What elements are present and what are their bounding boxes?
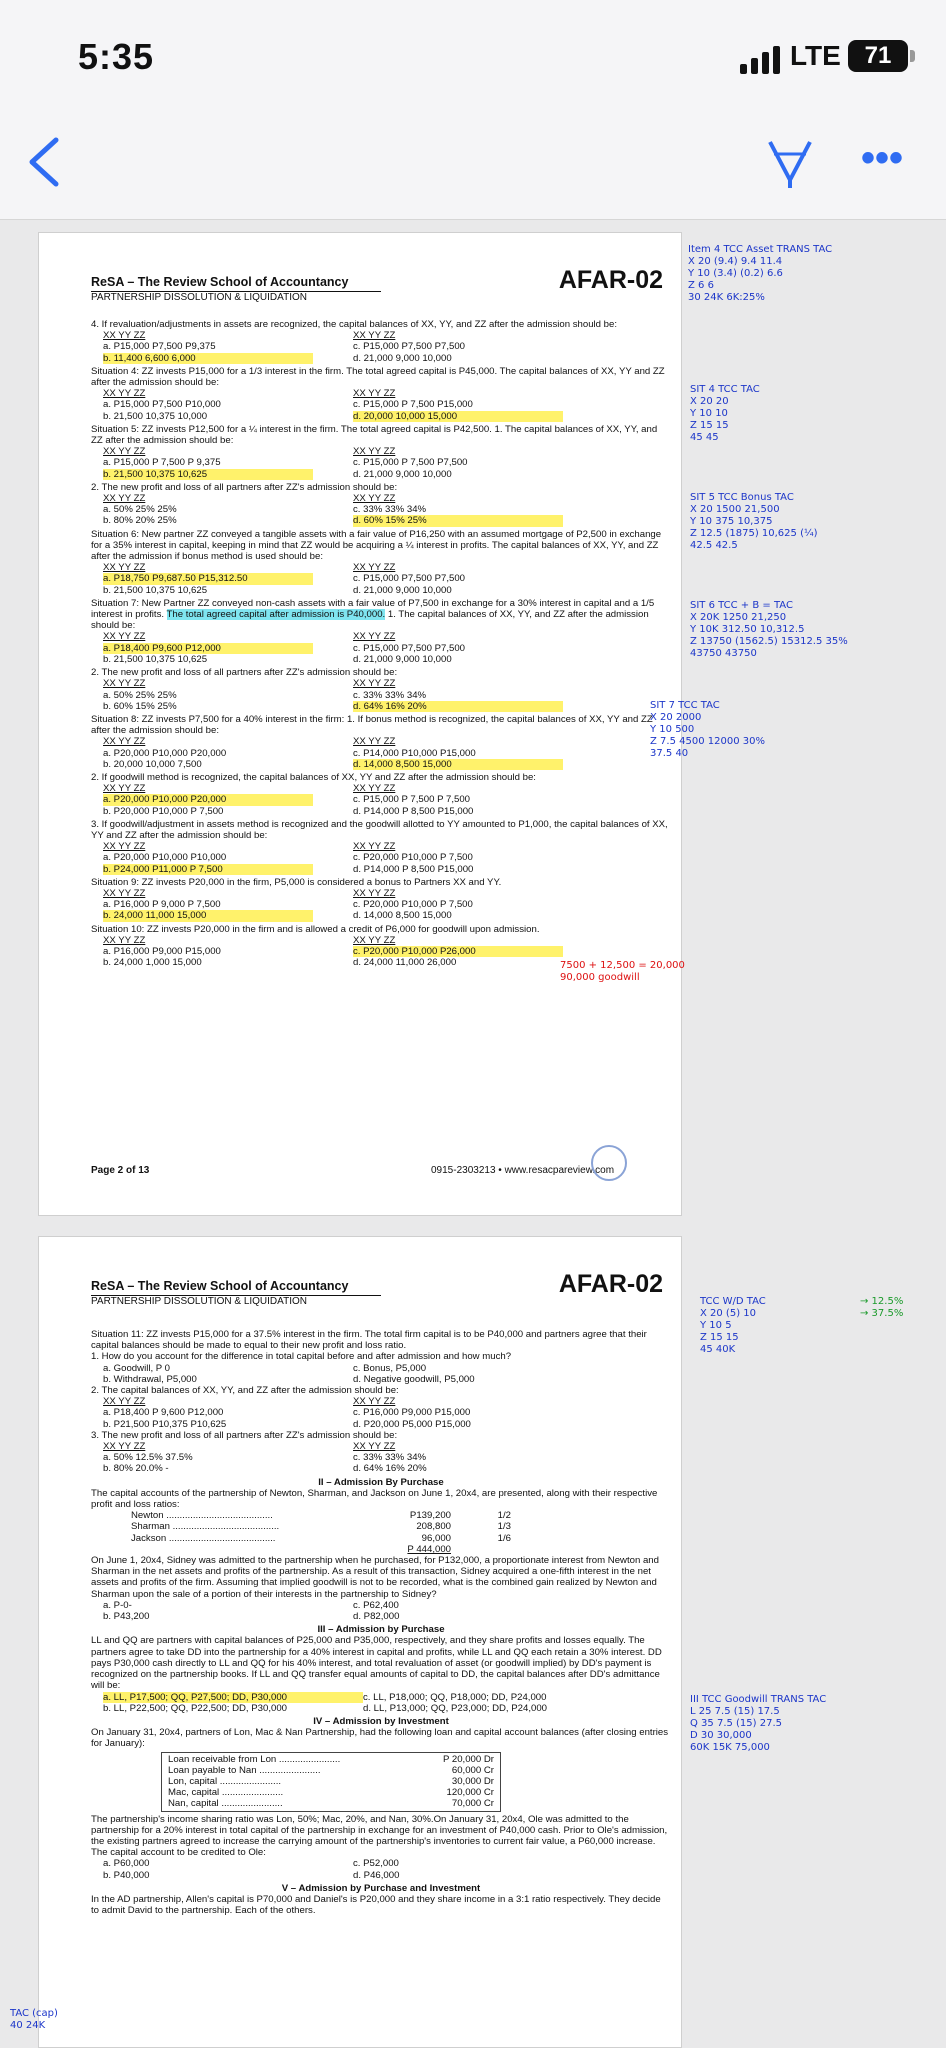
answer-option: a. P18,400 P9,600 P12,000	[103, 643, 313, 654]
ledger-row	[168, 1754, 494, 1765]
status-time: 5:35	[78, 36, 155, 77]
answer-option: c. P52,000	[353, 1858, 399, 1870]
situation-11-q2: 2. The capital balances of XX, YY, and ZZ after the admission should be:	[91, 1385, 399, 1397]
answer-option: d. P20,000 P5,000 P15,000	[353, 1418, 471, 1430]
note-line: SIT 5 TCC Bonus TAC	[690, 492, 794, 503]
signal-icon	[740, 46, 784, 74]
profit-ratio: 1/3	[497, 1521, 511, 1533]
capital-amount: 208,800	[416, 1521, 451, 1533]
question-text: 3. If goodwill/adjustment in assets method is recognized and the goodwill allotted to YY amounted to P1,000, the capital balances of XX, YY and ZZ after the admission should be:	[91, 818, 668, 841]
question-block	[91, 424, 671, 480]
note-red-goodwill	[560, 960, 685, 984]
ledger-row	[168, 1776, 494, 1787]
question-block	[91, 714, 671, 770]
page1-subtitle: PARTNERSHIP DISSOLUTION & LIQUIDATION	[91, 292, 307, 303]
note-line: Z 13750 (1562.5) 15312.5 35%	[690, 636, 848, 647]
answer-option: c. P14,000 P10,000 P15,000	[353, 747, 476, 759]
note-line: L 25 7.5 (15) 17.5	[690, 1706, 780, 1717]
answer-option: b. Withdrawal, P5,000	[103, 1373, 197, 1385]
question-text: Situation 4: ZZ invests P15,000 for a 1/3 interest in the firm. The total agreed capital is P45,000. The capital balances of XX, YY and ZZ after the admission should be:	[91, 365, 665, 389]
answer-option: d. 60% 15% 25%	[353, 515, 563, 526]
answer-options	[91, 888, 671, 922]
column-header: XX YY ZZ	[103, 934, 146, 946]
section-4-text: The partnership's income sharing ratio was Lon, 50%; Mac, 20%, and Nan, 30%.On January 31, 20x4, Ole was admitted to the partnership for a 20% interest in total capital of the partnership in exchange for an investment of P40,000 cash. Prior to Ole's admission, the existing partners agreed to increase the carrying amount of the partnership's inventories to current fair value, a P60,000 increase. The capital account to be credited to Ole:	[91, 1813, 668, 1859]
status-bar	[0, 0, 946, 110]
column-header: XX YY ZZ	[103, 493, 146, 505]
question-text: Situation 7: New Partner ZZ conveyed non-cash assets with a fair value of P7,500 in exchange for a 30% interest in capital and a 1/5 interest in profits. The total agreed capital after admission is P40,000. 1. The capital balances of XX, YY, and ZZ after the admission should be:	[91, 597, 655, 632]
column-header: XX YY ZZ	[103, 678, 146, 690]
network-label: LTE	[790, 40, 841, 71]
answer-option: b. 21,500 10,375 10,625	[103, 584, 208, 596]
answer-option: d. P14,000 P 8,500 P15,000	[353, 863, 474, 875]
question-block	[91, 319, 671, 364]
answer-option: c. P15,000 P7,500 P7,500	[353, 341, 466, 353]
chevron-left-icon	[20, 132, 70, 192]
answer-option: d. LL, P13,000; QQ, P23,000; DD, P24,000	[363, 1702, 548, 1714]
note-line: Y 10 5	[700, 1320, 732, 1331]
capital-amount: 96,000	[421, 1532, 451, 1544]
note-line: TCC W/D TAC	[700, 1296, 766, 1307]
note-green-ratios	[860, 1296, 903, 1320]
document-page-2	[38, 1236, 682, 2048]
note-line: X 20 2000	[650, 712, 702, 723]
answer-option: c. P15,000 P7,500 P7,500	[353, 573, 466, 585]
answer-option: d. 14,000 8,500 15,000	[353, 910, 452, 922]
battery-tip	[910, 50, 915, 62]
answer-option: d. P14,000 P 8,500 P15,000	[353, 805, 474, 817]
question-text: Situation 6: New partner ZZ conveyed a tangible assets with a fair value of P16,250 with an assumed mortgage of P2,500 in exchange for a 35% interest in capital, keeping in mind that ZZ would be acquiring a ¼ interest in profits. The capital balances of XX, YY, and ZZ after the admission if bonus method is used should be:	[91, 528, 662, 563]
page2-subtitle: PARTNERSHIP DISSOLUTION & LIQUIDATION	[91, 1296, 307, 1307]
answer-options	[91, 446, 671, 480]
partner-name: Newton ........................................	[131, 1510, 273, 1522]
answer-option: b. P21,500 P10,375 P10,625	[103, 1418, 227, 1430]
answer-options	[91, 388, 671, 422]
page2-code: AFAR-02	[558, 1270, 663, 1298]
section-3-title: III – Admission by Purchase	[317, 1624, 445, 1636]
question-text: Situation 10: ZZ invests P20,000 in the firm and is allowed a credit of P6,000 for goodwill upon admission.	[91, 923, 540, 935]
resa-seal-logo	[591, 1145, 627, 1181]
answer-option: b. 60% 15% 25%	[103, 700, 177, 712]
note-line: SIT 4 TCC TAC	[690, 384, 760, 395]
note-sit4	[690, 384, 760, 444]
ledger-balance: 30,000 Dr	[451, 1775, 494, 1787]
situation-11-text: Situation 11: ZZ invests P15,000 for a 37.5% interest in the firm. The total firm capital is to be P40,000 and partners agree that their capital balances should be made to equal to their new profit and loss ratio.	[91, 1329, 647, 1352]
answer-option: a. P60,000	[103, 1858, 150, 1870]
question-block	[91, 667, 671, 712]
page1-footer	[91, 1165, 671, 1176]
column-header: XX YY ZZ	[103, 1396, 146, 1408]
column-header: XX YY ZZ	[353, 1441, 396, 1453]
answer-option: d. 64% 16% 20%	[353, 701, 563, 712]
markup-button[interactable]	[760, 132, 820, 192]
situation-11-q1-options	[91, 1363, 671, 1385]
note-line: 43750 43750	[690, 648, 757, 659]
note-line: Y 10 10	[690, 408, 728, 419]
answer-option: d. Negative goodwill, P5,000	[353, 1373, 475, 1385]
ledger-balance: 120,000 Cr	[446, 1787, 494, 1799]
answer-option: a. P20,000 P10,000 P20,000	[103, 794, 313, 805]
ledger-balance: P 20,000 Dr	[442, 1753, 494, 1765]
question-block	[91, 529, 671, 596]
question-block	[91, 819, 671, 875]
note-line: → 37.5%	[860, 1308, 904, 1319]
column-header: XX YY ZZ	[353, 736, 396, 748]
capital-total-row	[131, 1544, 511, 1555]
situation-11-q2-options	[91, 1396, 671, 1430]
note-sit7	[650, 700, 765, 760]
answer-options	[91, 736, 671, 770]
ledger-row	[168, 1787, 494, 1798]
column-header: XX YY ZZ	[103, 841, 146, 853]
answer-option: a. P15,000 P7,500 P9,375	[103, 341, 216, 353]
answer-option: a. P20,000 P10,000 P20,000	[103, 747, 227, 759]
column-header: XX YY ZZ	[103, 388, 146, 400]
section-4-options	[91, 1858, 671, 1880]
profit-ratio: 1/6	[497, 1532, 511, 1544]
answer-option: b. 21,500 10,375 10,000	[103, 410, 208, 422]
column-header: XX YY ZZ	[353, 562, 396, 574]
bottom-redaction	[0, 2028, 946, 2048]
highlighted-text: The total agreed capital after admission is P40,000.	[166, 609, 386, 621]
note-line: Z 15 15	[690, 420, 729, 431]
answer-option: c. 33% 33% 34%	[353, 1452, 427, 1464]
note-line: X 20 (5) 10	[700, 1308, 757, 1319]
answer-options	[91, 562, 671, 596]
note-line: 7500 + 12,500 = 20,000	[560, 960, 685, 971]
answer-option: c. P62,400	[353, 1599, 399, 1611]
answer-option: b. LL, P22,500; QQ, P22,500; DD, P30,000	[103, 1702, 288, 1714]
ledger-balance: 60,000 Cr	[451, 1764, 494, 1776]
answer-options	[91, 783, 671, 817]
note-line: Y 10K 312.50 10,312.5	[690, 624, 805, 635]
question-block	[91, 482, 671, 527]
answer-option: b. 80% 20.0% -	[103, 1463, 169, 1475]
ledger-row	[168, 1798, 494, 1809]
note-line: TAC (cap)	[10, 2008, 58, 2019]
answer-option: a. LL, P17,500; QQ, P27,500; DD, P30,000	[103, 1692, 363, 1703]
answer-option: b. P43,200	[103, 1611, 150, 1623]
answer-option: a. P-0-	[103, 1599, 132, 1611]
note-line: 40 24K	[10, 2020, 46, 2031]
note-sit6	[690, 600, 848, 660]
page1-header	[91, 266, 671, 317]
column-header: XX YY ZZ	[353, 493, 396, 505]
answer-option: c. P15,000 P7,500 P7,500	[353, 642, 466, 654]
section-2-intro: The capital accounts of the partnership of Newton, Sharman, and Jackson on June 1, 20x4, are presented, along with their respective profit and loss ratios:	[91, 1487, 658, 1511]
note-line: X 20 (9.4) 9.4 11.4	[688, 256, 783, 267]
capital-row	[131, 1521, 511, 1532]
answer-option: d. 14,000 8,500 15,000	[353, 759, 563, 770]
answer-option: d. P82,000	[353, 1611, 400, 1623]
answer-option: b. P20,000 P10,000 P 7,500	[103, 805, 224, 817]
section-3-text: LL and QQ are partners with capital balances of P25,000 and P35,000, respectively, and they share profits and losses equally. The partners agree to take DD into the partnership for a 40% interest in capital and profits, while LL and QQ each retain a 30% interest. DD pays P30,000 cash directly to LL and QQ for his 40% interest, and total revaluation of asset (or goodwill implied) by DD's payment is recognized on the partnership books. If LL and QQ transfer equal amounts of capital to DD, the capital balances after DD's admittance will be:	[91, 1635, 662, 1692]
note-line: X 20K 1250 21,250	[690, 612, 787, 623]
page2-brand: ReSA – The Review School of Accountancy	[91, 1279, 349, 1293]
column-header: XX YY ZZ	[103, 330, 146, 342]
page1-brand: ReSA – The Review School of Accountancy	[91, 275, 349, 289]
section-2-text: On June 1, 20x4, Sidney was admitted to the partnership when he purchased, for P132,000, a proportionate interest from Newton and Sharman in the net assets and profits of the partnership. As a result of this transaction, Sidney acquired a one-fifth interest in the net assets and profits of the firm. Assuming that implied goodwill is not to be recorded, what is the combined gain realized by Newton and Sharman upon the sale of a portion of their interests in the partnership to Sidney?	[91, 1555, 659, 1600]
column-header: XX YY ZZ	[353, 330, 396, 342]
note-line: Q 35 7.5 (15) 27.5	[690, 1718, 783, 1729]
ledger-account: Nan, capital .......................	[168, 1798, 283, 1810]
question-text: 2. The new profit and loss of all partners after ZZ's admission should be:	[91, 667, 398, 679]
note-line: III TCC Goodwill TRANS TAC	[690, 1694, 827, 1705]
answer-options	[91, 493, 671, 527]
note-line: → 12.5%	[860, 1296, 904, 1307]
answer-option: b. P40,000	[103, 1869, 150, 1881]
answer-option: d. P46,000	[353, 1869, 400, 1881]
answer-option: c. 33% 33% 34%	[353, 504, 427, 516]
back-button[interactable]	[20, 132, 70, 192]
answer-option: c. 33% 33% 34%	[353, 689, 427, 701]
page2-header	[91, 1270, 671, 1327]
answer-option: c. P15,000 P 7,500 P15,000	[353, 399, 473, 411]
answer-option: a. Goodwill, P 0	[103, 1362, 171, 1374]
answer-option: b. 11,400 6,600 6,000	[103, 353, 313, 364]
document-page-1	[38, 232, 682, 1216]
capital-amount: P139,200	[409, 1510, 451, 1522]
question-text: 2. The new profit and loss of all partners after ZZ's admission should be:	[91, 481, 398, 493]
capital-accounts-table	[91, 1510, 671, 1544]
answer-options	[91, 841, 671, 875]
page-label: Page 2 of 13	[91, 1165, 150, 1176]
column-header: XX YY ZZ	[103, 736, 146, 748]
note-line: D 30 30,000	[690, 1730, 752, 1741]
note-line: SIT 7 TCC TAC	[650, 700, 720, 711]
note-line: Z 15 15	[700, 1332, 739, 1343]
answer-option: d. 21,000 9,000 10,000	[353, 584, 452, 596]
column-header: XX YY ZZ	[103, 562, 146, 574]
answer-option: b. 80% 20% 25%	[103, 515, 177, 527]
column-header: XX YY ZZ	[103, 783, 146, 795]
answer-option: d. 21,000 9,000 10,000	[353, 352, 452, 364]
page1-questions	[91, 319, 671, 968]
note-line: 45 45	[690, 432, 719, 443]
answer-option: a. 50% 12.5% 37.5%	[103, 1452, 193, 1464]
note-section-3	[690, 1694, 826, 1754]
situation-11-q3-options	[91, 1441, 671, 1475]
column-header: XX YY ZZ	[353, 1396, 396, 1408]
note-sit11	[700, 1296, 766, 1356]
answer-option: a. P20,000 P10,000 P10,000	[103, 852, 227, 864]
note-line: X 20 1500 21,500	[690, 504, 780, 515]
note-item4	[688, 244, 832, 304]
answer-option: a. P16,000 P 9,000 P 7,500	[103, 899, 221, 911]
note-line: Z 12.5 (1875) 10,625 (¼)	[690, 528, 818, 539]
answer-option: d. 21,000 9,000 10,000	[353, 653, 452, 665]
section-5-text: In the AD partnership, Allen's capital is P70,000 and Daniel's is P20,000 and they share income in a 3:1 ratio respectively. They decide to admit David to the partnership. Each of the others.	[91, 1893, 661, 1917]
situation-11	[91, 1329, 671, 1475]
answer-option: a. P18,750 P9,687.50 P15,312.50	[103, 573, 313, 584]
note-line: 45 40K	[700, 1344, 736, 1355]
column-header: XX YY ZZ	[103, 631, 146, 643]
column-header: XX YY ZZ	[353, 934, 396, 946]
ledger-account: Loan payable to Nan .......................	[168, 1764, 321, 1776]
answer-option: c. P15,000 P 7,500 P 7,500	[353, 794, 470, 806]
answer-option: b. 21,500 10,375 10,625	[103, 653, 208, 665]
ledger-row	[168, 1765, 494, 1776]
capital-row	[131, 1533, 511, 1544]
more-button[interactable]: •••	[860, 136, 903, 180]
question-block	[91, 598, 671, 665]
answer-option: c. P20,000 P10,000 P 7,500	[353, 899, 473, 911]
column-header: XX YY ZZ	[103, 1441, 146, 1453]
section-5-title: V – Admission by Purchase and Investment	[281, 1882, 481, 1894]
column-header: XX YY ZZ	[353, 446, 396, 458]
profit-ratio: 1/2	[497, 1510, 511, 1522]
column-header: XX YY ZZ	[353, 631, 396, 643]
ledger-account: Lon, capital .......................	[168, 1775, 282, 1787]
ledger-account: Mac, capital .......................	[168, 1787, 284, 1799]
partner-name: Jackson ........................................	[131, 1532, 276, 1544]
note-line: Y 10 500	[650, 724, 695, 735]
column-header: XX YY ZZ	[353, 678, 396, 690]
answer-option: a. P15,000 P 7,500 P 9,375	[103, 457, 221, 469]
answer-option: c. P16,000 P9,000 P15,000	[353, 1407, 471, 1419]
answer-option: c. LL, P18,000; QQ, P18,000; DD, P24,000	[363, 1691, 547, 1703]
note-line: 60K 15K 75,000	[690, 1742, 770, 1753]
answer-option: b. 24,000 11,000 15,000	[103, 910, 313, 921]
section-2-options	[91, 1600, 671, 1622]
capital-total: P 444,000	[407, 1543, 451, 1555]
column-header: XX YY ZZ	[353, 388, 396, 400]
column-header: XX YY ZZ	[353, 841, 396, 853]
answer-option: a. P18,400 P 9,600 P12,000	[103, 1407, 224, 1419]
section-2-title: II – Admission By Purchase	[318, 1476, 444, 1488]
battery-icon: 71	[848, 40, 908, 72]
question-text: Situation 5: ZZ invests P12,500 for a ¼ interest in the firm. The total agreed capital is P42,500. 1. The capital balances of XX, YY, and ZZ after the admission should be:	[91, 423, 658, 447]
page1-content	[91, 266, 671, 969]
column-header: XX YY ZZ	[103, 446, 146, 458]
note-line: Item 4 TCC Asset TRANS TAC	[688, 244, 833, 255]
answer-option: d. 24,000 11,000 26,000	[353, 957, 457, 969]
section-4-intro: On January 31, 20x4, partners of Lon, Mac & Nan Partnership, had the following loan and capital account balances (after closing entries for January):	[91, 1727, 669, 1750]
section-3-options	[91, 1692, 671, 1714]
note-line: Z 6 6	[688, 280, 714, 291]
question-text: 4. If revaluation/adjustments in assets are recognized, the capital balances of XX, YY, and ZZ after the admission should be:	[91, 319, 618, 330]
ledger-box	[161, 1752, 501, 1812]
question-text: Situation 8: ZZ invests P7,500 for a 40% interest in the firm: 1. If bonus method is recognized, the capital balances of XX, YY and ZZ after the admission should be:	[91, 713, 653, 737]
answer-option: d. 64% 16% 20%	[353, 1463, 427, 1475]
answer-option: b. 21,500 10,375 10,625	[103, 469, 313, 480]
ledger-balance: 70,000 Cr	[451, 1798, 494, 1810]
answer-option: a. 50% 25% 25%	[103, 504, 177, 516]
note-sit5	[690, 492, 818, 552]
nav-bar	[0, 110, 946, 220]
note-line: X 20 20	[690, 396, 729, 407]
footer-contact: 0915-2303213 • www.resacpareview.com	[431, 1165, 615, 1176]
answer-option: c. Bonus, P5,000	[353, 1362, 427, 1374]
answer-options	[91, 678, 671, 712]
column-header: XX YY ZZ	[353, 887, 396, 899]
answer-option: a. 50% 25% 25%	[103, 689, 177, 701]
partner-name: Sharman ........................................	[131, 1521, 280, 1533]
answer-option: d. 21,000 9,000 10,000	[353, 468, 452, 480]
note-line: 37.5 40	[650, 748, 689, 759]
capital-row	[131, 1510, 511, 1521]
column-header: XX YY ZZ	[103, 887, 146, 899]
note-line: 42.5 42.5	[690, 540, 738, 551]
column-header: XX YY ZZ	[353, 783, 396, 795]
answer-option: b. 20,000 10,000 7,500	[103, 758, 202, 770]
page2-content	[91, 1270, 671, 1917]
note-line: Y 10 375 10,375	[690, 516, 773, 527]
answer-options	[91, 631, 671, 665]
question-block	[91, 772, 671, 817]
question-text: Situation 9: ZZ invests P20,000 in the firm, P5,000 is considered a bonus to Partners XX and YY.	[91, 876, 502, 888]
question-block	[91, 877, 671, 922]
answer-option: b. P24,000 P11,000 P 7,500	[103, 864, 313, 875]
answer-option: d. 20,000 10,000 15,000	[353, 411, 563, 422]
note-line: Z 7.5 4500 12000 30%	[650, 736, 765, 747]
ledger-account: Loan receivable from Lon .......................	[168, 1753, 341, 1765]
answer-option: c. P15,000 P 7,500 P7,500	[353, 457, 468, 469]
answer-option: b. 24,000 1,000 15,000	[103, 957, 202, 969]
question-block	[91, 366, 671, 422]
answer-option: a. P15,000 P7,500 P10,000	[103, 399, 221, 411]
situation-11-q3: 3. The new profit and loss of all partners after ZZ's admission should be:	[91, 1429, 398, 1441]
note-line: 30 24K 6K:25%	[688, 292, 765, 303]
markup-pen-icon	[760, 132, 820, 192]
situation-11-q1: 1. How do you account for the difference in total capital before and after admission and how much?	[91, 1351, 512, 1363]
note-line: Y 10 (3.4) (0.2) 6.6	[688, 268, 783, 279]
answer-option: c. P20,000 P10,000 P 7,500	[353, 852, 473, 864]
answer-option: a. P16,000 P9,000 P15,000	[103, 945, 221, 957]
note-line: 90,000 goodwill	[560, 972, 640, 983]
section-4-title: IV – Admission by Investment	[313, 1715, 449, 1727]
question-text: 2. If goodwill method is recognized, the capital balances of XX, YY and ZZ after the admission should be:	[91, 771, 536, 783]
answer-option: c. P20,000 P10,000 P26,000	[353, 946, 563, 957]
note-line: SIT 6 TCC + B = TAC	[690, 600, 793, 611]
page1-code: AFAR-02	[558, 266, 663, 294]
answer-options	[91, 330, 671, 364]
